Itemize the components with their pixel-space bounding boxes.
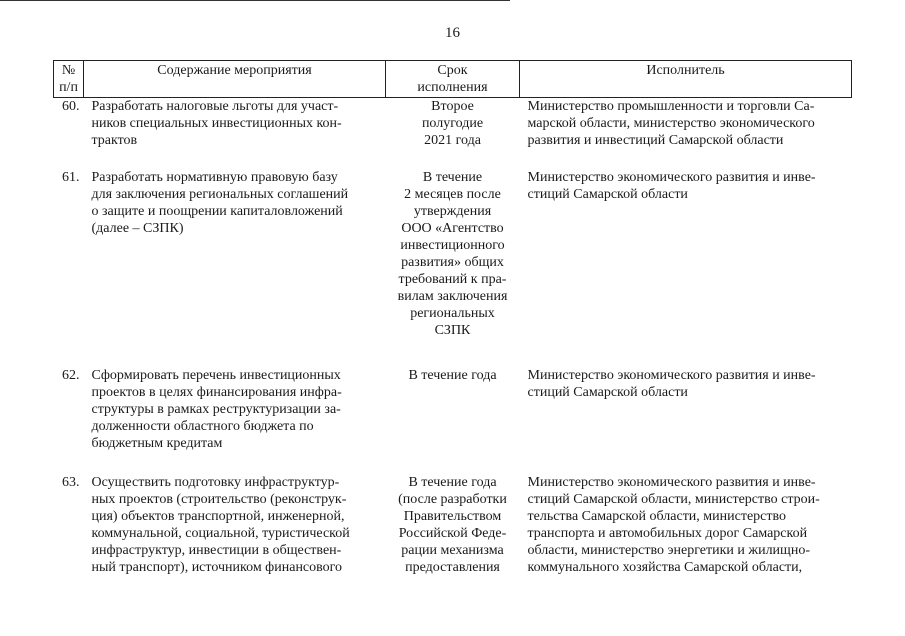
row-term-line: В течение года	[408, 368, 497, 383]
table-row	[54, 169, 852, 339]
row-content-line: долженности областного бюджета по	[91, 419, 314, 434]
row-term-line: инвестиционного	[400, 238, 505, 253]
row-spacer	[54, 452, 852, 474]
row-content-line: (далее – СЗПК)	[91, 221, 184, 236]
table-row	[54, 474, 852, 576]
row-content-line: ный транспорт), источником финансового	[91, 560, 343, 575]
row-term-line: (после разработки	[398, 492, 507, 507]
row-spacer-cell	[54, 452, 852, 474]
row-executor-line: развития и инвестиций Самарской области	[527, 133, 784, 148]
row-term-line: вилам заключения	[397, 289, 508, 304]
row-executor-line: стиций Самарской области	[527, 385, 688, 400]
measures-table	[53, 60, 852, 576]
row-spacer-cell	[54, 149, 852, 169]
row-executor-line: Министерство экономического развития и инве-	[527, 368, 816, 383]
row-term-line: В течение	[422, 170, 483, 185]
row-number: 63.	[62, 475, 80, 490]
row-term-line: региональных	[410, 306, 495, 321]
header-executor	[520, 61, 852, 98]
header-content	[84, 61, 386, 98]
row-content-line: бюджетным кредитам	[91, 436, 223, 451]
row-executor-line: марской области, министерство экономического	[527, 116, 815, 131]
header-executor-label: Исполнитель	[646, 63, 725, 78]
row-spacer-cell	[54, 339, 852, 367]
row-term-line: утверждения	[413, 204, 492, 219]
row-term-line: полугодие	[421, 116, 484, 131]
row-content	[84, 474, 386, 576]
row-content	[84, 367, 386, 452]
row-executor-line: тельства Самарской области, министерство	[527, 509, 787, 524]
row-executor-line: коммунального хозяйства Самарской области,	[527, 560, 803, 575]
header-term	[386, 61, 520, 98]
row-number: 60.	[62, 99, 80, 114]
row-executor	[520, 98, 852, 150]
row-content-line: Разработать нормативную правовую базу	[91, 170, 338, 185]
row-executor-line: стиций Самарской области	[527, 187, 688, 202]
row-term-line: Второе	[431, 99, 474, 114]
row-executor-line: стиций Самарской области, министерство строи-	[527, 492, 820, 507]
row-content	[84, 169, 386, 339]
row-term-line: Российской Феде-	[398, 526, 507, 541]
row-term-line: требований к пра-	[398, 272, 507, 287]
header-term-line2: исполнения	[417, 80, 488, 95]
row-content-line: для заключения региональных соглашений	[91, 187, 349, 202]
row-content-line: инфраструктур, инвестиции в обществен-	[91, 543, 342, 558]
row-content-line: ция) объектов транспортной, инженерной,	[91, 509, 345, 524]
row-term	[386, 98, 520, 150]
row-content-line: Разработать налоговые льготы для участ-	[91, 99, 339, 114]
row-spacer	[54, 339, 852, 367]
row-number: 61.	[62, 170, 80, 185]
row-term-line: 2021 года	[424, 133, 481, 148]
row-term-line: развития» общих	[401, 255, 504, 270]
top-rule	[0, 0, 510, 1]
header-number-line1: №	[61, 63, 76, 78]
row-content-line: трактов	[91, 133, 138, 148]
row-content-line: ников специальных инвестиционных кон-	[91, 116, 342, 131]
row-content-line: структуры в рамках реструктуризации за-	[91, 402, 341, 417]
row-term-line: 2 месяцев после	[404, 187, 501, 202]
row-content-line: о защите и поощрении капиталовложений	[91, 204, 343, 219]
row-executor-line: транспорта и автомобильных дорог Самарской	[527, 526, 808, 541]
row-executor	[520, 367, 852, 452]
row-term-line: ООО «Агентство	[401, 221, 504, 236]
row-content	[84, 98, 386, 150]
row-term	[386, 169, 520, 339]
row-executor-line: Министерство экономического развития и инве-	[527, 475, 816, 490]
row-executor	[520, 474, 852, 576]
row-content-line: коммунальной, социальной, туристической	[91, 526, 350, 541]
header-term-line1: Срок	[437, 63, 468, 78]
row-number: 62.	[62, 368, 80, 383]
row-spacer	[54, 149, 852, 169]
row-term-line: предоставления	[405, 560, 500, 575]
row-executor-line: области, министерство энергетики и жилищно-	[527, 543, 810, 558]
table-header	[54, 61, 852, 98]
row-term	[386, 367, 520, 452]
page-number: 16	[445, 25, 460, 41]
row-content-line: Осуществить подготовку инфраструктур-	[91, 475, 340, 490]
row-term-line: рации механизма	[401, 543, 504, 558]
table-row	[54, 98, 852, 150]
row-term-line: СЗПК	[434, 323, 471, 338]
header-content-label: Содержание мероприятия	[157, 63, 312, 78]
header-number	[54, 61, 84, 98]
row-content-line: проектов в целях финансирования инфра-	[91, 385, 342, 400]
row-content-line: ных проектов (строительство (реконструк-	[91, 492, 347, 507]
table-body	[54, 98, 852, 577]
row-content-line: Сформировать перечень инвестиционных	[91, 368, 341, 383]
row-term	[386, 474, 520, 576]
row-executor	[520, 169, 852, 339]
row-executor-line: Министерство экономического развития и инве-	[527, 170, 816, 185]
row-term-line: Правительством	[403, 509, 502, 524]
row-executor-line: Министерство промышленности и торговли Са-	[527, 99, 815, 114]
row-term-line: В течение года	[408, 475, 497, 490]
header-number-line2: п/п	[59, 80, 78, 95]
table-row	[54, 367, 852, 452]
